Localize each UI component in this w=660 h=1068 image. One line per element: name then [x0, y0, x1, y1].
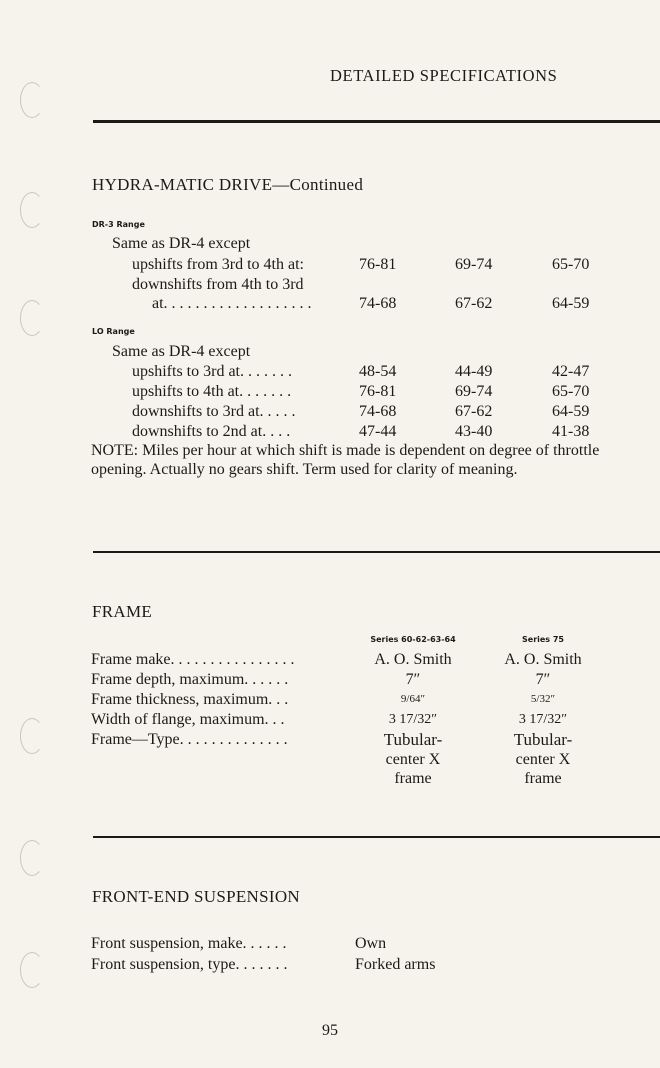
- suspension-row-label: Front suspension, make. . . . . .: [91, 935, 287, 952]
- lo-row-label: upshifts to 3rd at. . . . . . .: [132, 363, 292, 380]
- suspension-title: FRONT-END SUSPENSION: [92, 887, 300, 906]
- hydramatic-title: HYDRA-MATIC DRIVE—Continued: [92, 175, 364, 194]
- lo-row-value: 42-47: [552, 363, 590, 380]
- frame-row-value: A. O. Smith: [374, 651, 452, 668]
- lo-row-value: 41-38: [552, 423, 590, 440]
- dr3-row-value: 67-62: [455, 295, 493, 312]
- frame-row-value: frame: [394, 770, 432, 787]
- frame-row-label: Frame—Type. . . . . . . . . . . . . .: [91, 731, 288, 748]
- dr3-row-value: 76-81: [359, 256, 397, 273]
- lo-row-value: 47-44: [359, 423, 397, 440]
- frame-row-value: center X: [515, 751, 571, 768]
- binder-hole-icon: [20, 718, 44, 754]
- lo-row-label: upshifts to 4th at. . . . . . .: [132, 383, 292, 400]
- dr3-row-value: 74-68: [359, 295, 397, 312]
- frame-row-value: Tubular-: [513, 730, 573, 749]
- frame-row-label: Width of flange, maximum. . .: [91, 711, 285, 728]
- binder-hole-icon: [20, 82, 44, 118]
- lo-row-value: 76-81: [359, 383, 397, 400]
- frame-row-value: center X: [385, 751, 441, 768]
- frame-row-value: 7″: [405, 671, 421, 688]
- frame-row-value: 7″: [535, 671, 551, 688]
- page-number: 95: [322, 1022, 338, 1039]
- dr3-row-label: at. . . . . . . . . . . . . . . . . . .: [152, 295, 312, 312]
- binder-hole-icon: [20, 952, 44, 988]
- lo-row-value: 43-40: [455, 423, 493, 440]
- dr3-row-value: 69-74: [455, 256, 493, 273]
- frame-row-value: 3 17/32″: [518, 712, 568, 727]
- dr3-row-label: upshifts from 3rd to 4th at:: [132, 256, 304, 273]
- lo-intro: Same as DR-4 except: [112, 343, 251, 360]
- frame-row-value: A. O. Smith: [504, 651, 582, 668]
- frame-column-head: Series 75: [522, 635, 564, 644]
- section-divider: [93, 836, 660, 838]
- frame-row-value: frame: [524, 770, 562, 787]
- frame-row-value: 5/32″: [530, 693, 556, 705]
- shift-note: NOTE: Miles per hour at which shift is made is dependent on degree of throttle opening. Actually no gears shift. Term used for clarity of meaning.: [91, 442, 600, 478]
- dr3-row-value: 64-59: [552, 295, 590, 312]
- frame-row-label: Frame thickness, maximum. . .: [91, 691, 289, 708]
- frame-row-value: 9/64″: [400, 693, 426, 705]
- lo-row-label: downshifts to 2nd at. . . .: [132, 423, 291, 440]
- section-divider: [93, 551, 660, 553]
- lo-row-value: 48-54: [359, 363, 397, 380]
- binder-hole-icon: [20, 840, 44, 876]
- lo-row-label: downshifts to 3rd at. . . . .: [132, 403, 296, 420]
- dr3-row-label: downshifts from 4th to 3rd: [132, 276, 304, 293]
- lo-row-value: 69-74: [455, 383, 493, 400]
- frame-row-value: 3 17/32″: [388, 712, 438, 727]
- dr3-row-value: 65-70: [552, 256, 590, 273]
- suspension-row-label: Front suspension, type. . . . . . .: [91, 956, 288, 973]
- frame-row-label: Frame make. . . . . . . . . . . . . . . .: [91, 651, 295, 668]
- header-rule: [93, 120, 660, 123]
- lo-row-value: 65-70: [552, 383, 590, 400]
- lo-row-value: 74-68: [359, 403, 397, 420]
- lo-row-value: 64-59: [552, 403, 590, 420]
- suspension-row-value: Forked arms: [355, 956, 436, 973]
- lo-row-value: 67-62: [455, 403, 493, 420]
- running-head: DETAILED SPECIFICATIONS: [330, 66, 558, 85]
- lo-row-value: 44-49: [455, 363, 493, 380]
- dr3-heading: DR-3 Range: [92, 220, 145, 229]
- suspension-row-value: Own: [355, 935, 387, 952]
- binder-hole-icon: [20, 300, 44, 336]
- lo-heading: LO Range: [92, 327, 135, 336]
- frame-title: FRAME: [92, 602, 153, 621]
- frame-row-value: Tubular-: [383, 730, 443, 749]
- dr3-intro: Same as DR-4 except: [112, 235, 251, 252]
- frame-row-label: Frame depth, maximum. . . . . .: [91, 671, 289, 688]
- frame-column-head: Series 60-62-63-64: [370, 635, 456, 644]
- binder-hole-icon: [20, 192, 44, 228]
